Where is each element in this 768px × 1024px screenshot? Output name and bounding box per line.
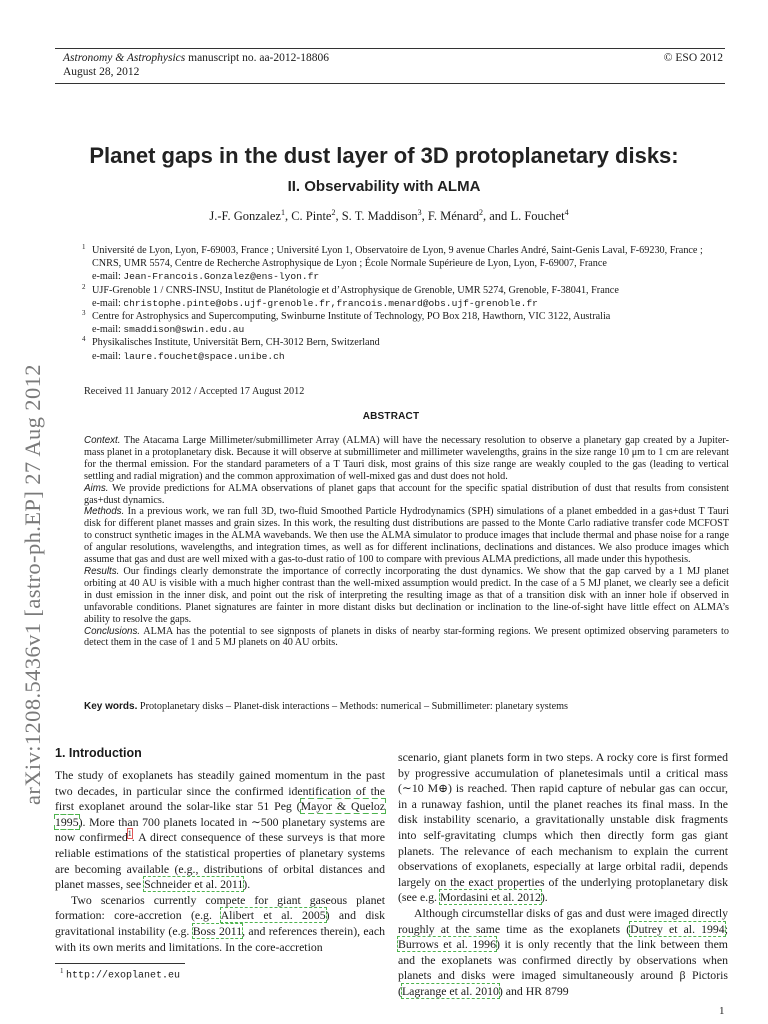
citation-link[interactable]: Mayor & Queloz 1995 [55,799,386,829]
author-affil-ref[interactable]: 2 [479,208,483,217]
email-link[interactable]: christophe.pinte@obs.ujf-grenoble.fr,francois.menard@obs.ujf-grenoble.fr [123,297,538,309]
email-link[interactable]: laure.fouchet@space.unibe.ch [123,350,285,362]
author-affil-ref[interactable]: 1 [280,208,285,217]
email-label: e-mail: [92,271,124,283]
citation-link[interactable]: Mordasini et al. 2012 [439,890,541,905]
abstract-conclusions [84,626,729,650]
text-run: ) it is only recently that the link between them and the exoplanets was confirmed directly by observations when planets and disks were imaged simultaneously around β Pictoris ( [398,937,728,998]
text-run: , and references therein), each with its own merits and limitations. In the core-accretion [55,923,385,954]
paper-subtitle: II. Observability with ALMA [287,178,481,195]
citation-link[interactable]: Boss 2011 [192,923,243,938]
text-run: scenario, giant planets form in two steps. A rocky core is first formed by progressive accumulation of planetesimals until a critical mass (∼10 M⊕) is reached. Then rapid capture of nebular gas can occur, in a runaway fashion, until the planet reaches its final mass. In the disk instability scenario, a gravitationally unstable disk fragments into self-gravitating clumps which then directly form gas giant planets. The relevance of each mechanism to explain the current observations of exoplanets, especially at large orbital radii, depends largely on the exact properties of the underlying protoplanetary disk (see e.g. [398,750,728,905]
abstract-text: We provide predictions for ALMA observations of planet gaps that account for the specific spatial distribution of dust that results from consistent gas+dust dynamics. [84,482,729,506]
abstract-label: Aims. [84,482,109,494]
affiliation-text: UJF-Grenoble 1 / CNRS-INSU, Institut de Planétologie et d’Astrophysique de Grenoble, UMR 5274, Grenoble, F-38041, France [92,284,619,296]
footnote-url[interactable]: http://exoplanet.eu [66,970,181,982]
received-dates: Received 11 January 2012 / Accepted 17 August 2012 [84,386,305,397]
paper-title: Planet gaps in the dust layer of 3D protoplanetary disks: [89,143,679,168]
email-label: e-mail: [92,297,124,309]
abstract-context [84,435,729,483]
manuscript-number: manuscript no. aa-2012-18806 [185,52,329,64]
citation-link[interactable]: Lagrange et al. 2010 [401,983,499,998]
affiliation-text: Physikalisches Institute, Universität Bern, CH-3012 Bern, Switzerland [92,337,380,349]
abstract-label: Results. [84,565,120,577]
paragraph [55,768,385,893]
affiliations [84,244,729,363]
abstract-label: Conclusions. [84,625,141,637]
author-affil-ref[interactable]: 4 [564,208,569,217]
keywords-label: Key words. [84,701,138,712]
keywords-text: Protoplanetary disks – Planet-disk interactions – Methods: numerical – Submillimeter: planetary systems [137,701,568,712]
citation-link[interactable]: Burrows et al. 1996 [398,937,496,952]
email-link[interactable]: Jean-Francois.Gonzalez@ens-lyon.fr [123,271,320,283]
affiliation-text: Université de Lyon, Lyon, F-69003, France ; Université Lyon 1, Observatoire de Lyon, 9 avenue Charles André, Saint-Genis Laval, F-69230, France ; CNRS, UMR 5574, Centre de Recherche Astrophysique de Lyon ; École Normale Supérieure de Lyon, Lyon, F-69007, France [92,245,703,270]
abstract-aims [84,483,729,507]
abstract-text: ALMA has the potential to see signposts of planets in disks of nearby star-forming regions. We present optimized observing parameters to detect them in the case of 1 and 5 MJ planets on 40 AU orbits. [84,625,729,649]
affiliation [84,310,729,336]
author: J.-F. Gonzalez [209,209,281,224]
footnote [60,967,180,981]
left-column [55,768,385,955]
citation-link[interactable]: Dutrey et al. 1994 [630,921,725,936]
author-affil-ref[interactable]: 3 [417,208,422,217]
page-number: 1 [719,1005,725,1017]
text-run: . A direct consequence of these surveys is that more reliable estimations of the statistical properties of planetary systems are becoming available (e.g., distributions of orbital distances and planet masses, see [55,830,385,892]
text-run: ; [724,921,728,936]
text-run: ). More than 700 planets located in ∼500 planetary systems are now confirmed [55,814,385,845]
abstract-label: Methods. [84,506,125,518]
citation-link[interactable]: Alibert et al. 2005 [220,908,326,923]
affiliation-number: 2 [82,282,86,291]
keywords [84,701,729,712]
citation-link[interactable]: Schneider et al. 2011 [144,877,244,892]
section-heading: 1. Introduction [55,746,142,760]
abstract-text: In a previous work, we ran full 3D, two-fluid Smoothed Particle Hydrodynamics (SPH) simulations of a planet embedded in a gas+dust T Tauri disk for different planet masses and grain sizes. In this work, the resulting dust distributions are passed to the Monte Carlo radiative transfer code MCFOST to construct synthetic images in the ALMA wavebands. We then use the ALMA simulator to produce images that include thermal and phase noise for a range of angular resolutions, wavelengths, and integration times, as well as for different inclinations, declinations and distances. We also produce images which assume that gas and dust are well mixed with a gas-to-dust ratio of 100 to compare with previous ALMA predictions, all made under this hypothesis. [84,506,729,566]
author: C. Pinte [291,209,332,224]
affiliation-text: Centre for Astrophysics and Supercomputing, Swinburne Institute of Technology, PO Box 218, Hawthorn, VIC 3122, Australia [92,311,611,323]
text-run: Although circumstellar disks of gas and dust were imaged directly roughly at the same time as the exoplanets ( [398,905,728,936]
affiliation-number: 1 [82,243,86,251]
email-label: e-mail: [92,350,124,362]
email-label: e-mail: [92,324,124,336]
text-run: ). [540,890,548,905]
copyright: © ESO 2012 [663,52,723,64]
arxiv-stamp[interactable]: arXiv:1208.5436v1 [astro-ph.EP] 27 Aug 2012 [20,364,45,805]
right-column [398,750,728,1000]
email-link[interactable]: smaddison@swin.edu.au [123,324,245,336]
paragraph [55,893,385,955]
author-affil-ref[interactable]: 2 [331,208,336,217]
footnote-number: 1 [60,967,64,975]
author: F. Ménard [427,209,479,224]
affiliation [84,284,729,310]
abstract-text: The Atacama Large Millimeter/submillimeter Array (ALMA) will have the necessary resolution to observe a planetary gap created by a Jupiter-mass planet in a protoplanetary disk. Because it will observe at submillimeter and millimeter wavelengths, grains in the size range 10 μm to 1 cm are relevant for the thermal emission. For the standard parameters of a T Tauri disk, most grains of this size range are weakly coupled to the gas (leading to vertical settling and radial migration) and the common approximation of well-mixed gas and dust does not hold. [84,435,729,482]
affiliation-number: 4 [82,335,86,344]
abstract-results [84,566,729,626]
journal-header [55,48,725,84]
affiliation [84,244,729,284]
text-run: ). [243,877,251,892]
text-run: ) and disk gravitational instability (e.g. [55,908,385,938]
affiliation [84,336,729,362]
abstract-methods [84,506,729,566]
abstract-heading: ABSTRACT [362,411,420,422]
abstract-text: Our findings clearly demonstrate the importance of correctly incorporating the dust dynamics. We show that the gap carved by a 1 MJ planet orbiting at 40 AU is visible with a much higher contrast than the well-mixed assumption would predict. In the case of a 5 MJ planet, we clearly see a deficit in dust emission in the inner disk, and point out the risk of interpreting the resulting image as that of a transition disk with an inner hole if observed in unfavorable conditions. Planet signatures are fainter in more distant disks but declination or inclination to the line-of-sight have little effect on ALMA’s ability to resolve the gaps. [84,565,729,625]
paragraph [398,750,728,906]
journal-line [63,51,329,65]
author: S. T. Maddison [341,209,418,224]
footnote-divider [55,963,185,964]
affiliation-number: 3 [82,309,86,318]
header-date: August 28, 2012 [63,66,140,78]
author: L. Fouchet [510,209,565,224]
author-list: J.-F. Gonzalez$^1$, C. Pinte$^2$, S. T. Maddison$^3$, F. Ménard$^2$, and L. Fouchet$^4$ [209,208,569,224]
footnote-link[interactable]: 1 [127,829,132,839]
text-run: Two scenarios currently compete for giant gaseous planet formation: core-accretion (e.g. [55,892,385,923]
text-run: The study of exoplanets has steadily gained momentum in the past two decades, in particular since the confirmed identification of the first exoplanet around the solar-like star 51 Peg ( [55,768,385,814]
journal-name: Astronomy & Astrophysics [63,52,186,64]
paragraph [398,906,728,1000]
abstract [84,435,729,649]
abstract-label: Context. [84,435,121,446]
text-run: ) and HR 8799 [498,983,569,998]
